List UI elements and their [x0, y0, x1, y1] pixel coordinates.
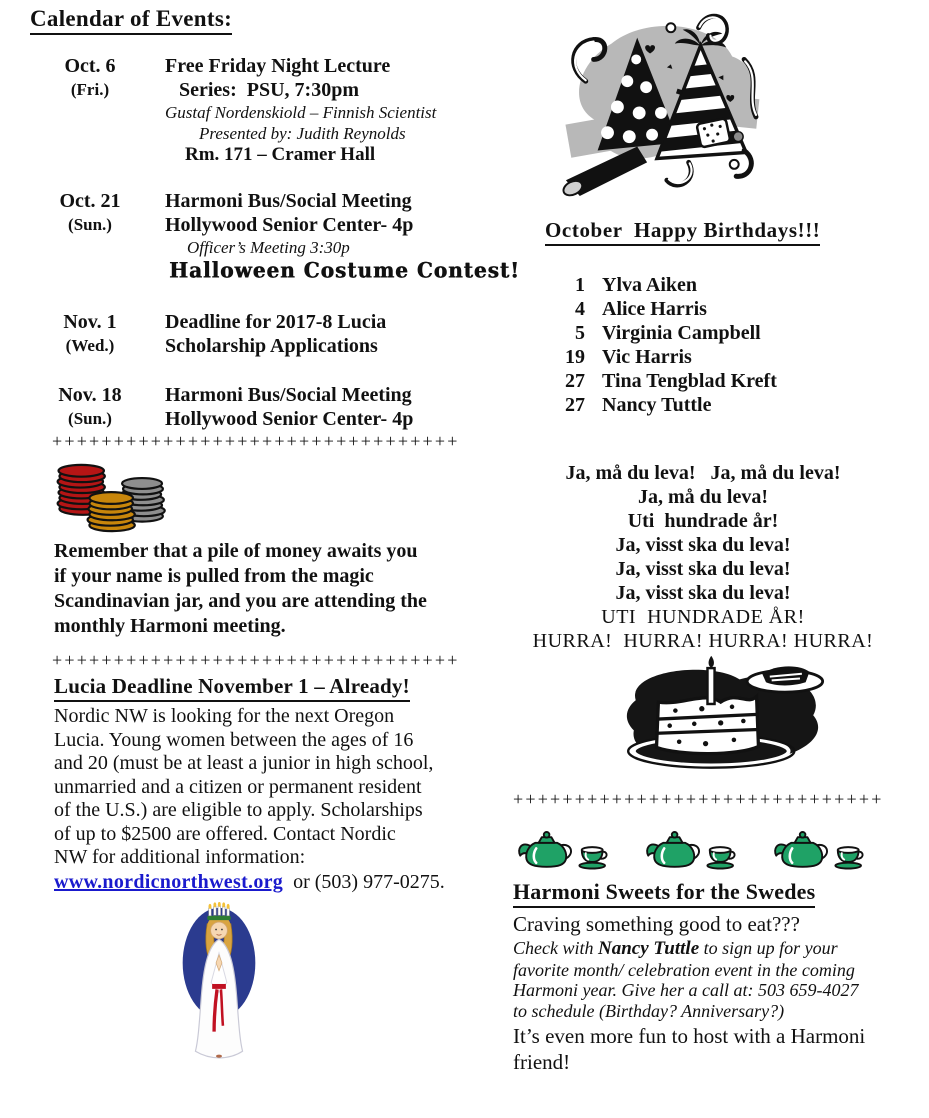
sweets-note-line: [513, 938, 917, 960]
birthday-day: 1: [575, 274, 585, 296]
money-line: if your name is pulled from the magic: [54, 565, 374, 587]
teapot-row: [513, 825, 865, 875]
party-hats-icon: [549, 2, 765, 200]
sweets-note-text: to sign up for your: [699, 938, 838, 958]
lucia-figure-illustration: [178, 902, 470, 1069]
song-line: Ja, må du leva!: [638, 486, 768, 508]
event-date-column: [30, 310, 150, 358]
event-day: (Wed.): [65, 336, 115, 355]
lucia-deadline-heading-text: Lucia Deadline November 1 – Already!: [54, 674, 410, 702]
birthday-name: Virginia Campbell: [602, 322, 761, 344]
halloween-contest-line: Halloween Costume Contest!: [169, 257, 520, 283]
event-line: Harmoni Bus/Social Meeting: [165, 190, 412, 212]
event-line: Scholarship Applications: [165, 335, 378, 357]
coin-stacks-illustration: [54, 459, 470, 537]
song-line: UTI HUNDRADE ÅR!: [601, 606, 805, 628]
lucia-paragraph-line: Nordic NW is looking for the next Oregon: [54, 705, 395, 727]
birthday-name: Alice Harris: [602, 298, 707, 320]
teapot-and-cup-icon: [769, 825, 865, 875]
birthday-row: [557, 369, 917, 393]
event-line: Deadline for 2017-8 Lucia: [165, 311, 387, 333]
sweets-final-line: It’s even more fun to host with a Harmoni: [513, 1024, 866, 1048]
event-date: Nov. 1: [63, 311, 117, 333]
birthdays-heading-text: October Happy Birthdays!!!: [545, 218, 820, 246]
plus-divider: ++++++++++++++++++++++++++++++: [513, 789, 884, 809]
birthday-name: Ylva Aiken: [602, 274, 698, 296]
sweets-final-line: friend!: [513, 1050, 571, 1074]
birthday-name: Nancy Tuttle: [602, 394, 712, 416]
calendar-event: [30, 189, 520, 283]
lucia-paragraph-line: Lucia. Young women between the ages of 16: [54, 728, 414, 751]
nordic-northwest-link[interactable]: www.nordicnorthwest.org: [54, 870, 284, 893]
sweets-note-line: to schedule (Birthday? Anniversary?): [513, 1000, 785, 1021]
event-line: Hollywood Senior Center- 4p: [165, 214, 414, 236]
birthday-day: 4: [575, 298, 585, 320]
calendar-title-text: Calendar of Events:: [30, 6, 232, 35]
money-line: monthly Harmoni meeting.: [54, 615, 286, 637]
lucia-paragraph-line: unmarried and a citizen or permanent resident: [54, 775, 422, 798]
event-line: Free Friday Night Lecture: [165, 55, 391, 77]
event-description: [165, 189, 520, 283]
birthdays-heading: [545, 218, 917, 246]
calendar-event: [30, 54, 470, 166]
birthday-cake-illustration: [598, 653, 917, 776]
right-column: [513, 0, 917, 1075]
event-date: Oct. 21: [59, 190, 121, 212]
event-line: Harmoni Bus/Social Meeting: [165, 384, 412, 406]
birthday-row: [557, 273, 917, 297]
lucia-paragraph-line: NW for additional information:: [54, 846, 306, 868]
sweets-note-text: Check with: [513, 938, 598, 958]
event-line: Gustaf Nordenskiold – Finnish Scientist: [165, 103, 437, 122]
event-line: Series: PSU, 7:30pm: [179, 79, 359, 101]
event-day: (Sun.): [68, 409, 112, 428]
lucia-paragraph: [54, 705, 470, 870]
plus-divider: +++++++++++++++++++++++++++++++++: [52, 431, 460, 451]
sweets-heading-text: Harmoni Sweets for the Swedes: [513, 879, 815, 908]
event-description: [165, 310, 470, 358]
birthday-day: 27: [565, 394, 585, 416]
birthday-cake-icon: [598, 653, 833, 771]
sweets-heading: [513, 879, 917, 908]
money-reminder-text: [54, 539, 470, 639]
song-line: Ja, må du leva! Ja, må du leva!: [565, 462, 841, 484]
plus-divider: +++++++++++++++++++++++++++++++++: [52, 650, 460, 670]
sweets-note: [513, 938, 917, 1021]
lucia-deadline-heading: [54, 674, 470, 702]
song-line: Ja, visst ska du leva!: [615, 558, 791, 580]
teapot-and-cup-icon: [641, 825, 737, 875]
lucia-paragraph-line: and 20 (must be at least a junior in high school,: [54, 752, 434, 774]
coin-stacks-icon: [54, 459, 172, 537]
event-line: Rm. 171 – Cramer Hall: [185, 144, 376, 165]
sweets-note-line: Harmoni year. Give her a call at: 503 659-4027: [513, 980, 859, 1000]
contact-name: Nancy Tuttle: [597, 938, 700, 959]
birthday-row: [557, 393, 917, 417]
birthday-list: [557, 273, 917, 417]
event-date-column: [30, 383, 150, 431]
song-line: Ja, visst ska du leva!: [615, 582, 791, 604]
party-hats-illustration: [549, 2, 917, 205]
event-description: [165, 54, 470, 166]
event-line: Presented by: Judith Reynolds: [199, 124, 406, 143]
lucia-figure-icon: [178, 902, 260, 1064]
birthday-row: [557, 345, 917, 369]
sweets-intro: Craving something good to eat???: [513, 912, 800, 936]
lucia-paragraph-line: of the U.S.) are eligible to apply. Scholarships: [54, 799, 423, 821]
event-date: Oct. 6: [64, 55, 116, 77]
event-line: Officer’s Meeting 3:30p: [187, 238, 350, 257]
calendar-event: [30, 383, 470, 431]
event-date-column: [30, 54, 150, 166]
event-date: Nov. 18: [58, 384, 122, 406]
birthday-name: Tina Tengblad Kreft: [602, 370, 777, 392]
birthday-row: [557, 321, 917, 345]
calendar-event: [30, 310, 470, 358]
birthday-row: [557, 297, 917, 321]
teapot-and-cup-icon: [513, 825, 609, 875]
event-day: (Fri.): [70, 80, 110, 99]
birthday-day: 19: [565, 346, 585, 368]
birthday-song: [513, 461, 893, 653]
lucia-paragraph-line: of up to $2500 are offered. Contact Nordic: [54, 822, 396, 845]
sweets-final-text: [513, 1023, 917, 1075]
money-line: Remember that a pile of money awaits you: [54, 540, 418, 562]
event-day: (Sun.): [68, 215, 112, 234]
money-line: Scandinavian jar, and you are attending the: [54, 590, 427, 612]
song-line: Uti hundrade år!: [627, 510, 779, 532]
song-line: Ja, visst ska du leva!: [615, 534, 791, 556]
song-line: HURRA! HURRA! HURRA! HURRA!: [532, 630, 874, 652]
calendar-title: [30, 6, 470, 35]
event-description: [165, 383, 470, 431]
contact-phone: or (503) 977-0275.: [283, 870, 445, 893]
event-line: Hollywood Senior Center- 4p: [165, 408, 414, 430]
sweets-note-line: favorite month/ celebration event in the coming: [513, 959, 855, 980]
left-column: [30, 0, 520, 1069]
contact-line: [54, 870, 470, 894]
event-date-column: [30, 189, 150, 283]
birthday-day: 27: [565, 370, 585, 392]
birthday-day: 5: [575, 322, 585, 344]
birthday-name: Vic Harris: [602, 346, 692, 368]
